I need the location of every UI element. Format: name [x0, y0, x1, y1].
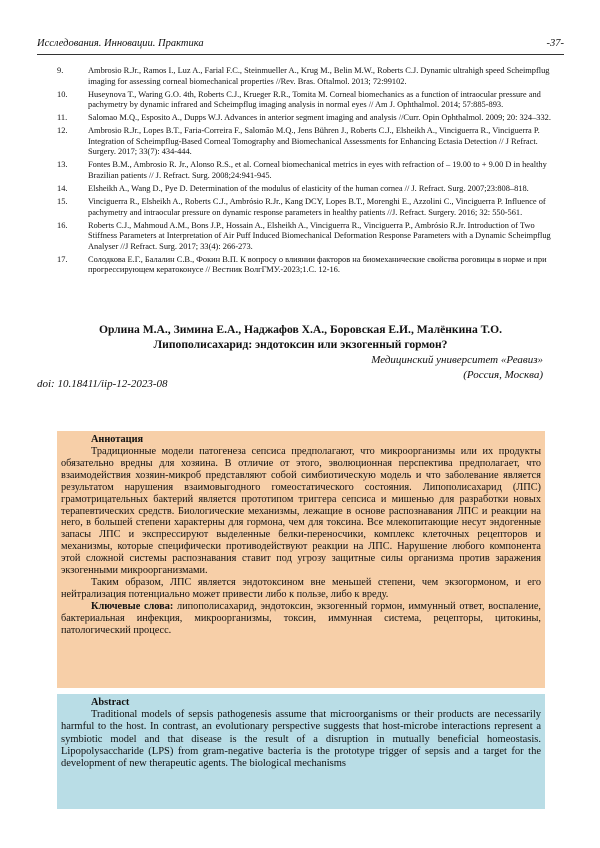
- affiliation: [371, 353, 543, 382]
- keywords-list: липополисахарид, эндотоксин, экзогенный гормон, иммунный ответ, воспаление, бактериальная инфекция, микроорганизмы, токсин, иммунная система, рецепторы, цитокины, патологический процесс.: [61, 600, 542, 636]
- abstract-ru-paragraph: Традиционные модели патогенеза сепсиса предполагают, что микроорганизмы или их продукты обязательно вредны для хозяина. В отличие от этого, эволюционная перспектива предполагает, что взаимодействия хозяин-микроб представляют собой симбиотическую модель и что заболевание является результатом нарушения взаимовыгодного гомеостатического состояния. Липополисахарид (ЛПС) грамотрицательных бактерий является прототипом триггера сепсиса и мишенью для разработки новых терапевтических средств. Биологические механизмы, лежащие в основе распознавания ЛПС и реакции на него, в большей степени характерны для гормона, чем для токсина. Все млекопитающие несут эндогенные запасы ЛПС и экспрессируют выделенные белки-переносчики, комплекс клеточных рецепторов и механизмы, которые специфически противодействуют реакции на ЛПС. Нарушение любого компонента этой сложной системы распознавания ставит под угрозу защитные силы организма против заражения экзогенными микроорганизмами.: [61, 446, 541, 577]
- abstract-ru-heading: Аннотация: [91, 434, 144, 445]
- reference-item: 9. Ambrosio R.Jr., Ramos I., Luz A., Faria‌l F.C., Steinmueller A., Krug M., Belin M.W., Roberts C.J. Dynamic ultrahigh speed Scheimpflug imaging for assessing corneal biomechanical properties //Rev. Bras. Oftalmol. 2013; 72:99102.: [57, 66, 550, 86]
- abstract-english: [57, 694, 545, 809]
- reference-item: 17. Солодкова Е.Г., Балалин С.В., Фокин В.П. К вопросу о влиянии факторов на биомеханические свойства роговицы в норме и при прогрессирующем кератоконусе // Вестник ВолгГМУ.-2023;1.С. 12-16.: [57, 254, 547, 275]
- reference-item: 12. Ambrosio R.Jr., Lopes B.T., Faria-Correira F., Salomão M.Q., Jens Bühren J., Roberts C.J., Elsheikh A., Vinciguerra R., Vinciguerra P. Integration of Scheimpflug-Based Corneal Tomography and Biomechanical Assessments for Enhancing Ectasia Detection // J Refract. Surgery. 2017; 33(7): 434-444.: [57, 126, 540, 157]
- abstract-russian: [57, 431, 545, 688]
- article-authors: Орлина М.А., Зимина Е.А., Наджафов Х.А., Боровская Е.И., Малёнкина Т.О.: [98, 323, 503, 336]
- reference-item: 15. Vinciguerra R., Elsheikh A., Roberts C.J., Ambrósio R.Jr., Kang DCY, Lopes B.T., Morenghi E., Azzolini C., Vinciguerra P. Influence of pachymetry and intraocular pressure on dynamic response parameters in healthy patients //J. Refract. Surgery. 2016; 32: 550-561.: [57, 197, 546, 217]
- running-header: [37, 33, 564, 55]
- abstract-en-paragraph: Traditional models of sepsis pathogenesis assume that microorganisms or their products are necessarily harmful to the host. In contrast, an evolutionary perspective suggests that host-microbe interactions represent a symbiotic model and that disease is the result of a disruption in mutually beneficial homeostasis. Lipopolysaccharide (LPS) from gram-negative bacteria is the prototype trigger of sepsis and a target for the development of new therapeutic agents. The biological mechanisms: [61, 709, 541, 770]
- abstract-en-heading: Abstract: [91, 697, 130, 708]
- affiliation-name: Медицинский университет «Реавиз»: [371, 354, 543, 366]
- reference-item: 16. Roberts C.J., Mahmoud A.M., Bons J.P., Hossain A., Elsheikh A., Vinciguerra R., Vinciguerra P., Ambrósio R.Jr. Introduction of Two Stiffness Parameters at Interpretation of Air Puff Induced Biomechanical Deformation Response Parameters with a Dynamic Scheimpflug Analyser //J Refract. Surg. 2017; 33(4): 266-273.: [57, 220, 551, 251]
- affiliation-location: (Россия, Москва): [463, 368, 543, 381]
- abstract-ru-paragraph: Таким образом, ЛПС является эндотоксином вне меньшей степени, чем экзогормоном, и его нейтрализация потенциально может привести либо к пользе, либо к вреду.: [61, 576, 541, 600]
- reference-item: 11. Salomao M.Q., Esposito A., Dupps W.J. Advances in anterior segment imaging and analysis //Curr. Opin Ophthalmol. 2009; 20: 324–332.: [57, 113, 551, 123]
- reference-item: 10. Huseynova T., Waring G.O. 4th, Roberts C.J., Krueger R.R., Tomita M. Corneal biomechanics as a function of intraocular pressure and pachymetry by dynamic infrared and Scheimpflug imaging analysis in normal eyes // Am J. Ophthalmol. 2014; 57:885-893.: [57, 89, 541, 110]
- article-title: Липополисахарид: эндотоксин или экзогенный гормон?: [153, 338, 448, 351]
- reference-item: 14. Elsheikh A., Wang D., Pye D. Determination of the modulus of elasticity of the human cornea // J. Refract. Surg. 2007;23:808–818.: [57, 183, 529, 193]
- article-header: [37, 322, 564, 352]
- keywords: [61, 601, 541, 637]
- page-number: -37-: [546, 38, 564, 49]
- reference-item: 13. Fontes B.M., Ambrosio R. Jr., Alonso R.S., et al. Corneal biomechanical metrics in eyes with refraction of – 19.00 to + 9.00 D in healthy Brazilian patients // J. Refract. Surg. 2008;24:941-945.: [57, 160, 547, 180]
- journal-title: Исследования. Инновации. Практика: [37, 38, 204, 49]
- reference-list: [57, 66, 565, 278]
- keywords-label: Ключевые слова:: [91, 600, 174, 612]
- doi: doi: 10.18411/iip-12-2023-08: [37, 378, 168, 390]
